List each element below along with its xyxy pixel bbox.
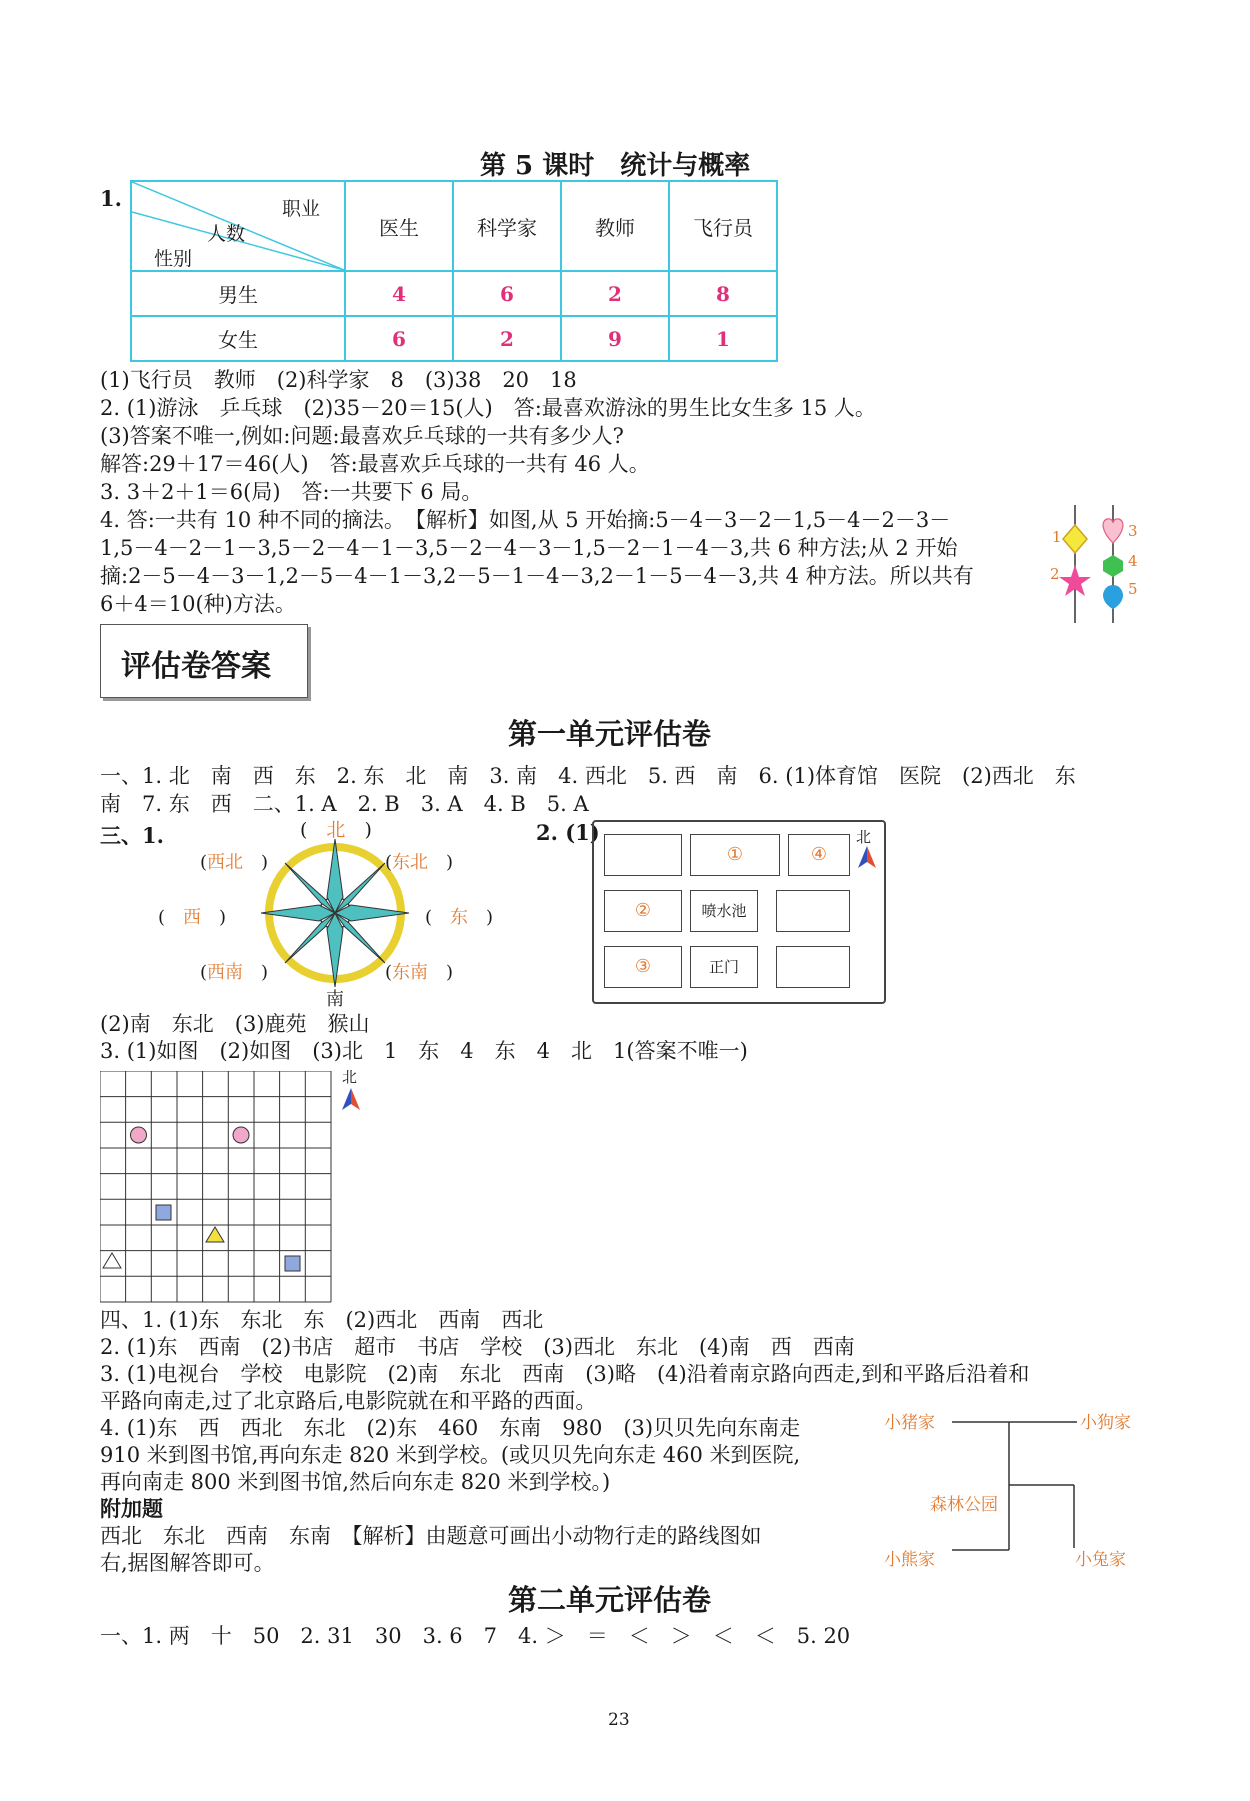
answer-line: 3. (1)电视台 学校 电影院 (2)南 东北 西南 (3)略 (4)沿着南京路向西走,到和平路后沿着和 xyxy=(100,1362,1030,1386)
coordinate-grid xyxy=(100,1071,332,1303)
answer-line: 2. (1)东 西南 (2)书店 超市 书店 学校 (3)西北 东北 (4)南 西 西南 xyxy=(100,1335,855,1359)
park-map xyxy=(592,820,886,1004)
table-cell: 6 xyxy=(345,316,453,361)
grid-north-label: 北 xyxy=(342,1068,358,1086)
north-arrow-icon xyxy=(856,846,878,870)
compass-west-bracket: ( 西 ) xyxy=(158,907,227,928)
hanging-shapes-illustration xyxy=(1045,505,1155,625)
triangle-marker xyxy=(103,1253,121,1268)
row-label: 男生 xyxy=(131,271,345,316)
column-header: 飞行员 xyxy=(669,181,777,271)
answer-line: (3)答案不唯一,例如:问题:最喜欢乒乓球的一共有多少人? xyxy=(100,424,624,448)
question-2-label: 2. (1) xyxy=(536,820,600,845)
answer-line: 西北 东北 西南 东南 【解析】由题意可画出小动物行走的路线图如 xyxy=(100,1524,762,1548)
route-bear-home: 小熊家 xyxy=(884,1550,935,1570)
map-cell xyxy=(690,946,758,988)
map-cell xyxy=(604,946,682,988)
compass-se: 东南 xyxy=(392,962,429,983)
route-pig-home: 小猪家 xyxy=(884,1413,935,1433)
table-cell: 1 xyxy=(669,316,777,361)
evaluation-box-title: 评估卷答案 xyxy=(121,649,271,684)
table-cell: 2 xyxy=(561,271,669,316)
answer-line: 4. 答:一共有 10 种不同的摘法。 【解析】如图,从 5 开始摘:5－4－3－2－1,5－4－2－3－ xyxy=(100,508,951,532)
table-cell: 6 xyxy=(453,271,561,316)
table-cell: 8 xyxy=(669,271,777,316)
table-cell: 4 xyxy=(345,271,453,316)
shape-number: 5 xyxy=(1128,580,1138,598)
compass-west: 西 xyxy=(183,907,202,928)
compass-north-bracket: ( 北 ) xyxy=(300,819,372,841)
shape-number: 4 xyxy=(1128,552,1138,570)
lesson-title: 第 5 课时 统计与概率 xyxy=(480,151,751,181)
shape-number: 3 xyxy=(1128,522,1138,540)
square-marker xyxy=(156,1205,171,1220)
answer-line: 摘:2－5－4－3－1,2－5－4－1－3,2－5－1－4－3,2－1－5－4－3,共 4 种方法。所以共有 xyxy=(100,564,974,588)
header-gender: 性别 xyxy=(154,248,193,270)
map-label: ① xyxy=(726,844,744,865)
question-1-label: 1. xyxy=(100,186,122,211)
table-row xyxy=(131,271,777,316)
route-dog-home: 小狗家 xyxy=(1080,1413,1131,1433)
answer-line: 6＋4＝10(种)方法。 xyxy=(100,592,296,616)
hexagon-icon xyxy=(1103,555,1123,577)
column-header: 医生 xyxy=(345,181,453,271)
answer-line: 四、1. (1)东 东北 东 (2)西北 西南 西北 xyxy=(100,1308,544,1332)
answer-line: 1,5－4－2－1－3,5－2－4－1－3,5－2－4－3－1,5－2－1－4－3,共 6 种方法;从 2 开始 xyxy=(100,536,958,560)
evaluation-box xyxy=(100,624,308,698)
circle-marker xyxy=(233,1127,249,1143)
circle-marker xyxy=(131,1127,147,1143)
compass-south: 南 xyxy=(326,989,344,1010)
table-diagonal-header xyxy=(131,181,345,271)
compass-east-bracket: ( 东 ) xyxy=(425,907,494,928)
answer-line: (1)飞行员 教师 (2)科学家 8 (3)38 20 18 xyxy=(100,368,577,392)
triangle-marker xyxy=(206,1227,224,1242)
compass-se-bracket: (东南 ) xyxy=(385,962,454,983)
table-cell: 9 xyxy=(561,316,669,361)
table-cell: 2 xyxy=(453,316,561,361)
header-count: 人数 xyxy=(207,223,246,245)
compass-sw-bracket: (西南 ) xyxy=(200,962,269,983)
map-cell xyxy=(776,946,850,988)
compass-north: 北 xyxy=(326,819,346,841)
map-cell xyxy=(604,834,682,876)
answer-line: 2. (1)游泳 乒乓球 (2)35－20＝15(人) 答:最喜欢游泳的男生比女生多 15 人。 xyxy=(100,396,876,420)
shape-number: 2 xyxy=(1050,565,1060,583)
north-arrow-icon xyxy=(340,1088,362,1112)
answer-line: 4. (1)东 西 西北 东北 (2)东 460 东南 980 (3)贝贝先向东南走 xyxy=(100,1416,801,1440)
unit1-title: 第一单元评估卷 xyxy=(508,717,712,751)
column-header: 科学家 xyxy=(453,181,561,271)
drop-icon xyxy=(1103,585,1123,609)
column-header: 教师 xyxy=(561,181,669,271)
square-marker xyxy=(285,1256,300,1271)
header-job: 职业 xyxy=(282,198,321,220)
map-label: ② xyxy=(634,900,652,921)
answer-line: 一、1. 北 南 西 东 2. 东 北 南 3. 南 4. 西北 5. 西 南 6. (1)体育馆 医院 (2)西北 东 xyxy=(100,764,1076,788)
answer-line: 解答:29＋17＝46(人) 答:最喜欢乒乓球的一共有 46 人。 xyxy=(100,452,650,476)
map-cell xyxy=(604,890,682,932)
route-rabbit-home: 小兔家 xyxy=(1075,1550,1126,1570)
answer-line: 3. (1)如图 (2)如图 (3)北 1 东 4 东 4 北 1(答案不唯一) xyxy=(100,1039,748,1063)
diamond-icon xyxy=(1063,525,1087,553)
compass-east: 东 xyxy=(450,907,469,928)
route-forest-park: 森林公园 xyxy=(930,1495,998,1515)
bonus-title: 附加题 xyxy=(100,1497,163,1521)
map-cell xyxy=(776,890,850,932)
compass-nw-bracket: (西北 ) xyxy=(200,852,269,873)
answer-line: 910 米到图书馆,再向东走 820 米到学校。(或贝贝先向东走 460 米到医院, xyxy=(100,1443,801,1467)
table-row xyxy=(131,316,777,361)
compass-sw: 西南 xyxy=(207,962,244,983)
answer-line: (2)南 东北 (3)鹿苑 猴山 xyxy=(100,1012,370,1036)
map-label: ③ xyxy=(634,956,652,977)
map-label: 喷水池 xyxy=(701,902,747,920)
map-cell xyxy=(690,890,758,932)
map-cell xyxy=(690,834,780,876)
map-label: ④ xyxy=(810,844,828,865)
answer-line: 再向南走 800 米到图书馆,然后向东走 820 米到学校。) xyxy=(100,1470,611,1494)
shape-number: 1 xyxy=(1052,528,1062,546)
answer-line: 南 7. 东 西 二、1. A 2. B 3. A 4. B 5. A xyxy=(100,792,589,816)
compass-ne-bracket: (东北 ) xyxy=(385,852,454,873)
answer-line: 3. 3＋2＋1＝6(局) 答:一共要下 6 局。 xyxy=(100,480,483,504)
answer-line: 一、1. 两 十 50 2. 31 30 3. 6 7 4. ＞ ＝ ＜ ＞ ＜ ＜ 5. 20 xyxy=(100,1624,851,1648)
answer-line: 右,据图解答即可。 xyxy=(100,1551,275,1575)
page-number: 23 xyxy=(608,1710,630,1730)
answer-line: 平路向南走,过了北京路后,电影院就在和平路的西面。 xyxy=(100,1389,597,1413)
compass-ne: 东北 xyxy=(392,852,429,873)
map-label: 正门 xyxy=(708,958,739,976)
part3-label: 三、1. xyxy=(100,823,164,848)
row-label: 女生 xyxy=(131,316,345,361)
unit2-title: 第二单元评估卷 xyxy=(508,1583,712,1617)
heart-icon xyxy=(1103,519,1123,543)
map-cell xyxy=(788,834,850,876)
compass-nw: 西北 xyxy=(207,852,244,873)
map-north-label: 北 xyxy=(856,828,872,846)
statistics-table xyxy=(130,180,778,362)
